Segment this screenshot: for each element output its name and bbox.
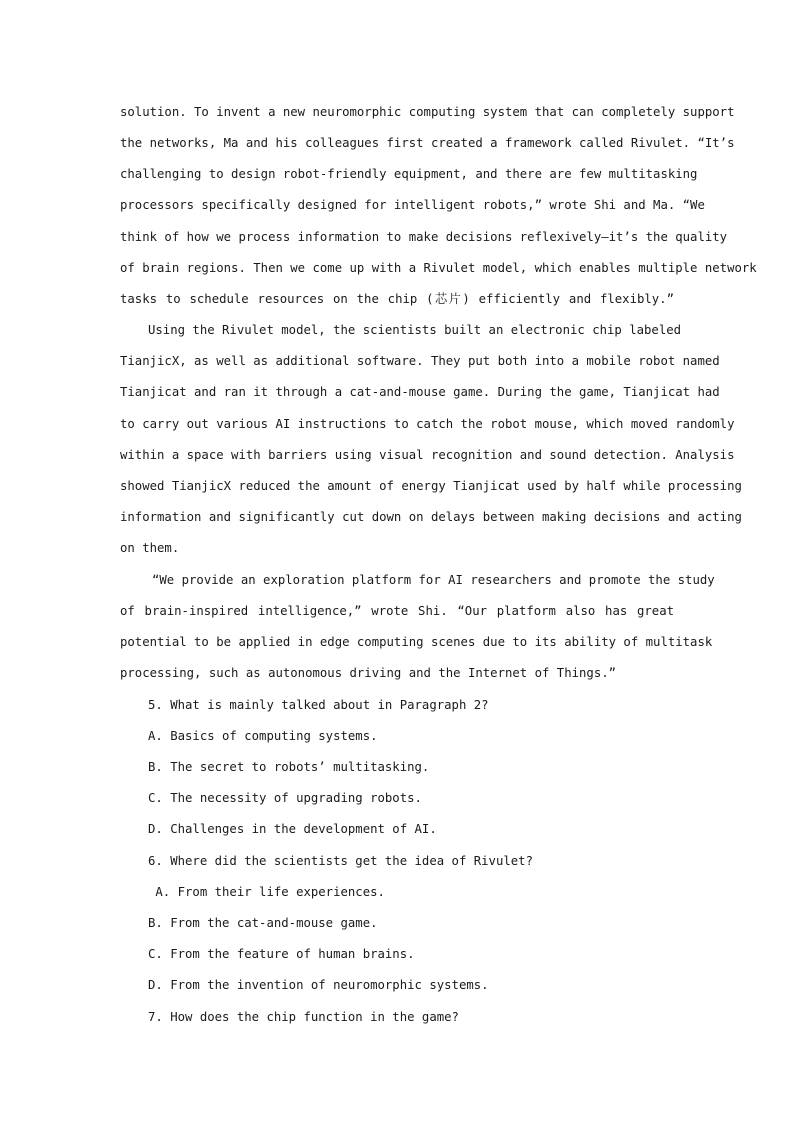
text-line: solution. To invent a new neuromorphic computing system that can completely support — [120, 105, 735, 119]
text-line: potential to be applied in edge computing scenes due to its ability of multitask — [120, 635, 713, 649]
text-line: of brain-inspired intelligence,” wrote Shi. “Our platform also has great — [120, 604, 674, 618]
question-stem: 6. Where did the scientists get the idea of Rivulet? — [148, 854, 533, 868]
answer-option: C. From the feature of human brains. — [148, 947, 415, 961]
text-line: “We provide an exploration platform for AI researchers and promote the study — [152, 573, 715, 587]
answer-option: C. The necessity of upgrading robots. — [148, 791, 422, 805]
text-line: TianjicX, as well as additional software. They put both into a mobile robot named — [120, 354, 720, 368]
answer-option: D. From the invention of neuromorphic systems. — [148, 978, 489, 992]
text-line: challenging to design robot-friendly equipment, and there are few multitasking — [120, 167, 698, 181]
answer-option: B. The secret to robots’ multitasking. — [148, 760, 430, 774]
text-line: information and significantly cut down on delays between making decisions and acting — [120, 510, 742, 524]
text-line: Using the Rivulet model, the scientists built an electronic chip labeled — [148, 323, 682, 337]
text-line: showed TianjicX reduced the amount of energy Tianjicat used by half while processing — [120, 479, 742, 493]
text-line: processing, such as autonomous driving and the Internet of Things.” — [120, 666, 617, 680]
text-line: to carry out various AI instructions to catch the robot mouse, which moved randomly — [120, 417, 735, 431]
text-line: tasks to schedule resources on the chip (芯片) efficiently and flexibly.” — [120, 292, 674, 306]
answer-option: D. Challenges in the development of AI. — [148, 822, 437, 836]
answer-option: A. From their life experiences. — [148, 885, 385, 899]
question-stem: 7. How does the chip function in the game? — [148, 1010, 459, 1024]
text-line: of brain regions. Then we come up with a Rivulet model, which enables multiple network — [120, 261, 757, 275]
text-line: think of how we process information to make decisions reflexively—it’s the quality — [120, 230, 728, 244]
answer-option: A. Basics of computing systems. — [148, 729, 378, 743]
text-line: processors specifically designed for intelligent robots,” wrote Shi and Ma. “We — [120, 198, 705, 212]
question-stem: 5. What is mainly talked about in Paragraph 2? — [148, 698, 489, 712]
answer-option: B. From the cat-and-mouse game. — [148, 916, 378, 930]
text-line: on them. — [120, 541, 180, 555]
text-line: the networks, Ma and his colleagues first created a framework called Rivulet. “It’s — [120, 136, 735, 150]
text-line: within a space with barriers using visual recognition and sound detection. Analysis — [120, 448, 735, 462]
text-line: Tianjicat and ran it through a cat-and-mouse game. During the game, Tianjicat had — [120, 385, 720, 399]
